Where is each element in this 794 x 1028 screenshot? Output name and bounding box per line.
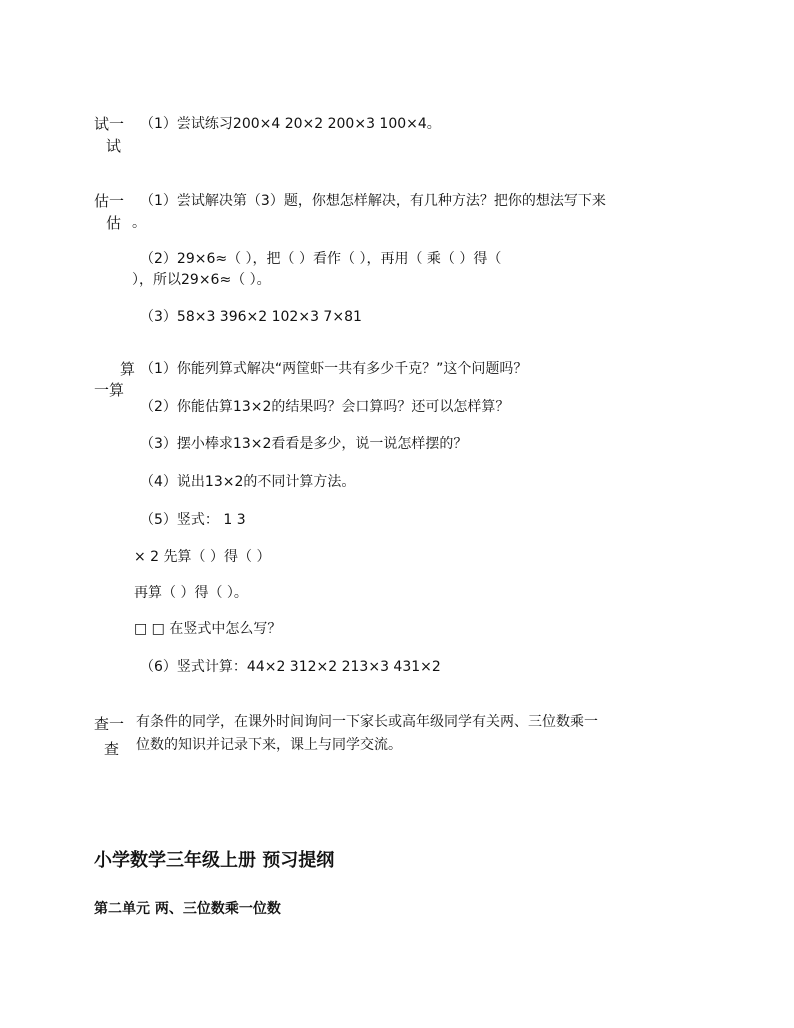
calc-line-2: （2）你能估算13×2的结果吗？会口算吗？还可以怎样算？ bbox=[140, 399, 510, 415]
page-subtitle: 第二单元 两、三位数乘一位数 bbox=[94, 901, 281, 917]
section-label-estimate-bottom: 估 bbox=[106, 214, 122, 232]
section-label-try-top: 试一 bbox=[94, 115, 125, 133]
calc-line-6: × 2 先算（ ）得（ ） bbox=[134, 549, 271, 565]
section-label-estimate-top: 估一 bbox=[94, 192, 125, 210]
check-line-2: 位数的知识并记录下来，课上与同学交流。 bbox=[136, 737, 402, 753]
calc-line-5: （5）竖式： 1 3 bbox=[140, 512, 246, 528]
estimate-line-2-cont: ），所以29×6≈（ ）。 bbox=[132, 272, 271, 288]
estimate-line-2: （2）29×6≈（ ），把（ ）看作（ ），再用（ 乘（ ）得（ bbox=[140, 251, 502, 267]
section-label-check-bottom: 查 bbox=[104, 740, 120, 758]
calc-line-8: □ □ 在竖式中怎么写？ bbox=[134, 621, 282, 637]
section-label-check-top: 查一 bbox=[94, 715, 125, 733]
section-label-calc-top: 算 bbox=[120, 360, 136, 378]
calc-line-3: （3）摆小棒求13×2看看是多少，说一说怎样摆的？ bbox=[140, 436, 468, 452]
estimate-line-1: （1）尝试解决第（3）题，你想怎样解决，有几种方法？把你的想法写下来 bbox=[140, 193, 606, 209]
page-title: 小学数学三年级上册 预习提纲 bbox=[94, 850, 335, 871]
calc-line-1: （1）你能列算式解决“两筐虾一共有多少千克？”这个问题吗？ bbox=[140, 361, 528, 377]
calc-line-4: （4）说出13×2的不同计算方法。 bbox=[140, 474, 356, 490]
estimate-line-1-cont: 。 bbox=[132, 215, 146, 231]
section-label-try-bottom: 试 bbox=[106, 137, 122, 155]
try-line-1: （1）尝试练习200×4 20×2 200×3 100×4。 bbox=[140, 116, 441, 132]
calc-line-7: 再算（ ）得（ ）。 bbox=[134, 585, 248, 601]
calc-line-9: （6）竖式计算：44×2 312×2 213×3 431×2 bbox=[140, 659, 441, 675]
check-line-1: 有条件的同学，在课外时间询问一下家长或高年级同学有关两、三位数乘一 bbox=[136, 714, 598, 730]
section-label-calc-bottom: 一算 bbox=[94, 381, 125, 399]
estimate-line-3: （3）58×3 396×2 102×3 7×81 bbox=[140, 309, 362, 325]
